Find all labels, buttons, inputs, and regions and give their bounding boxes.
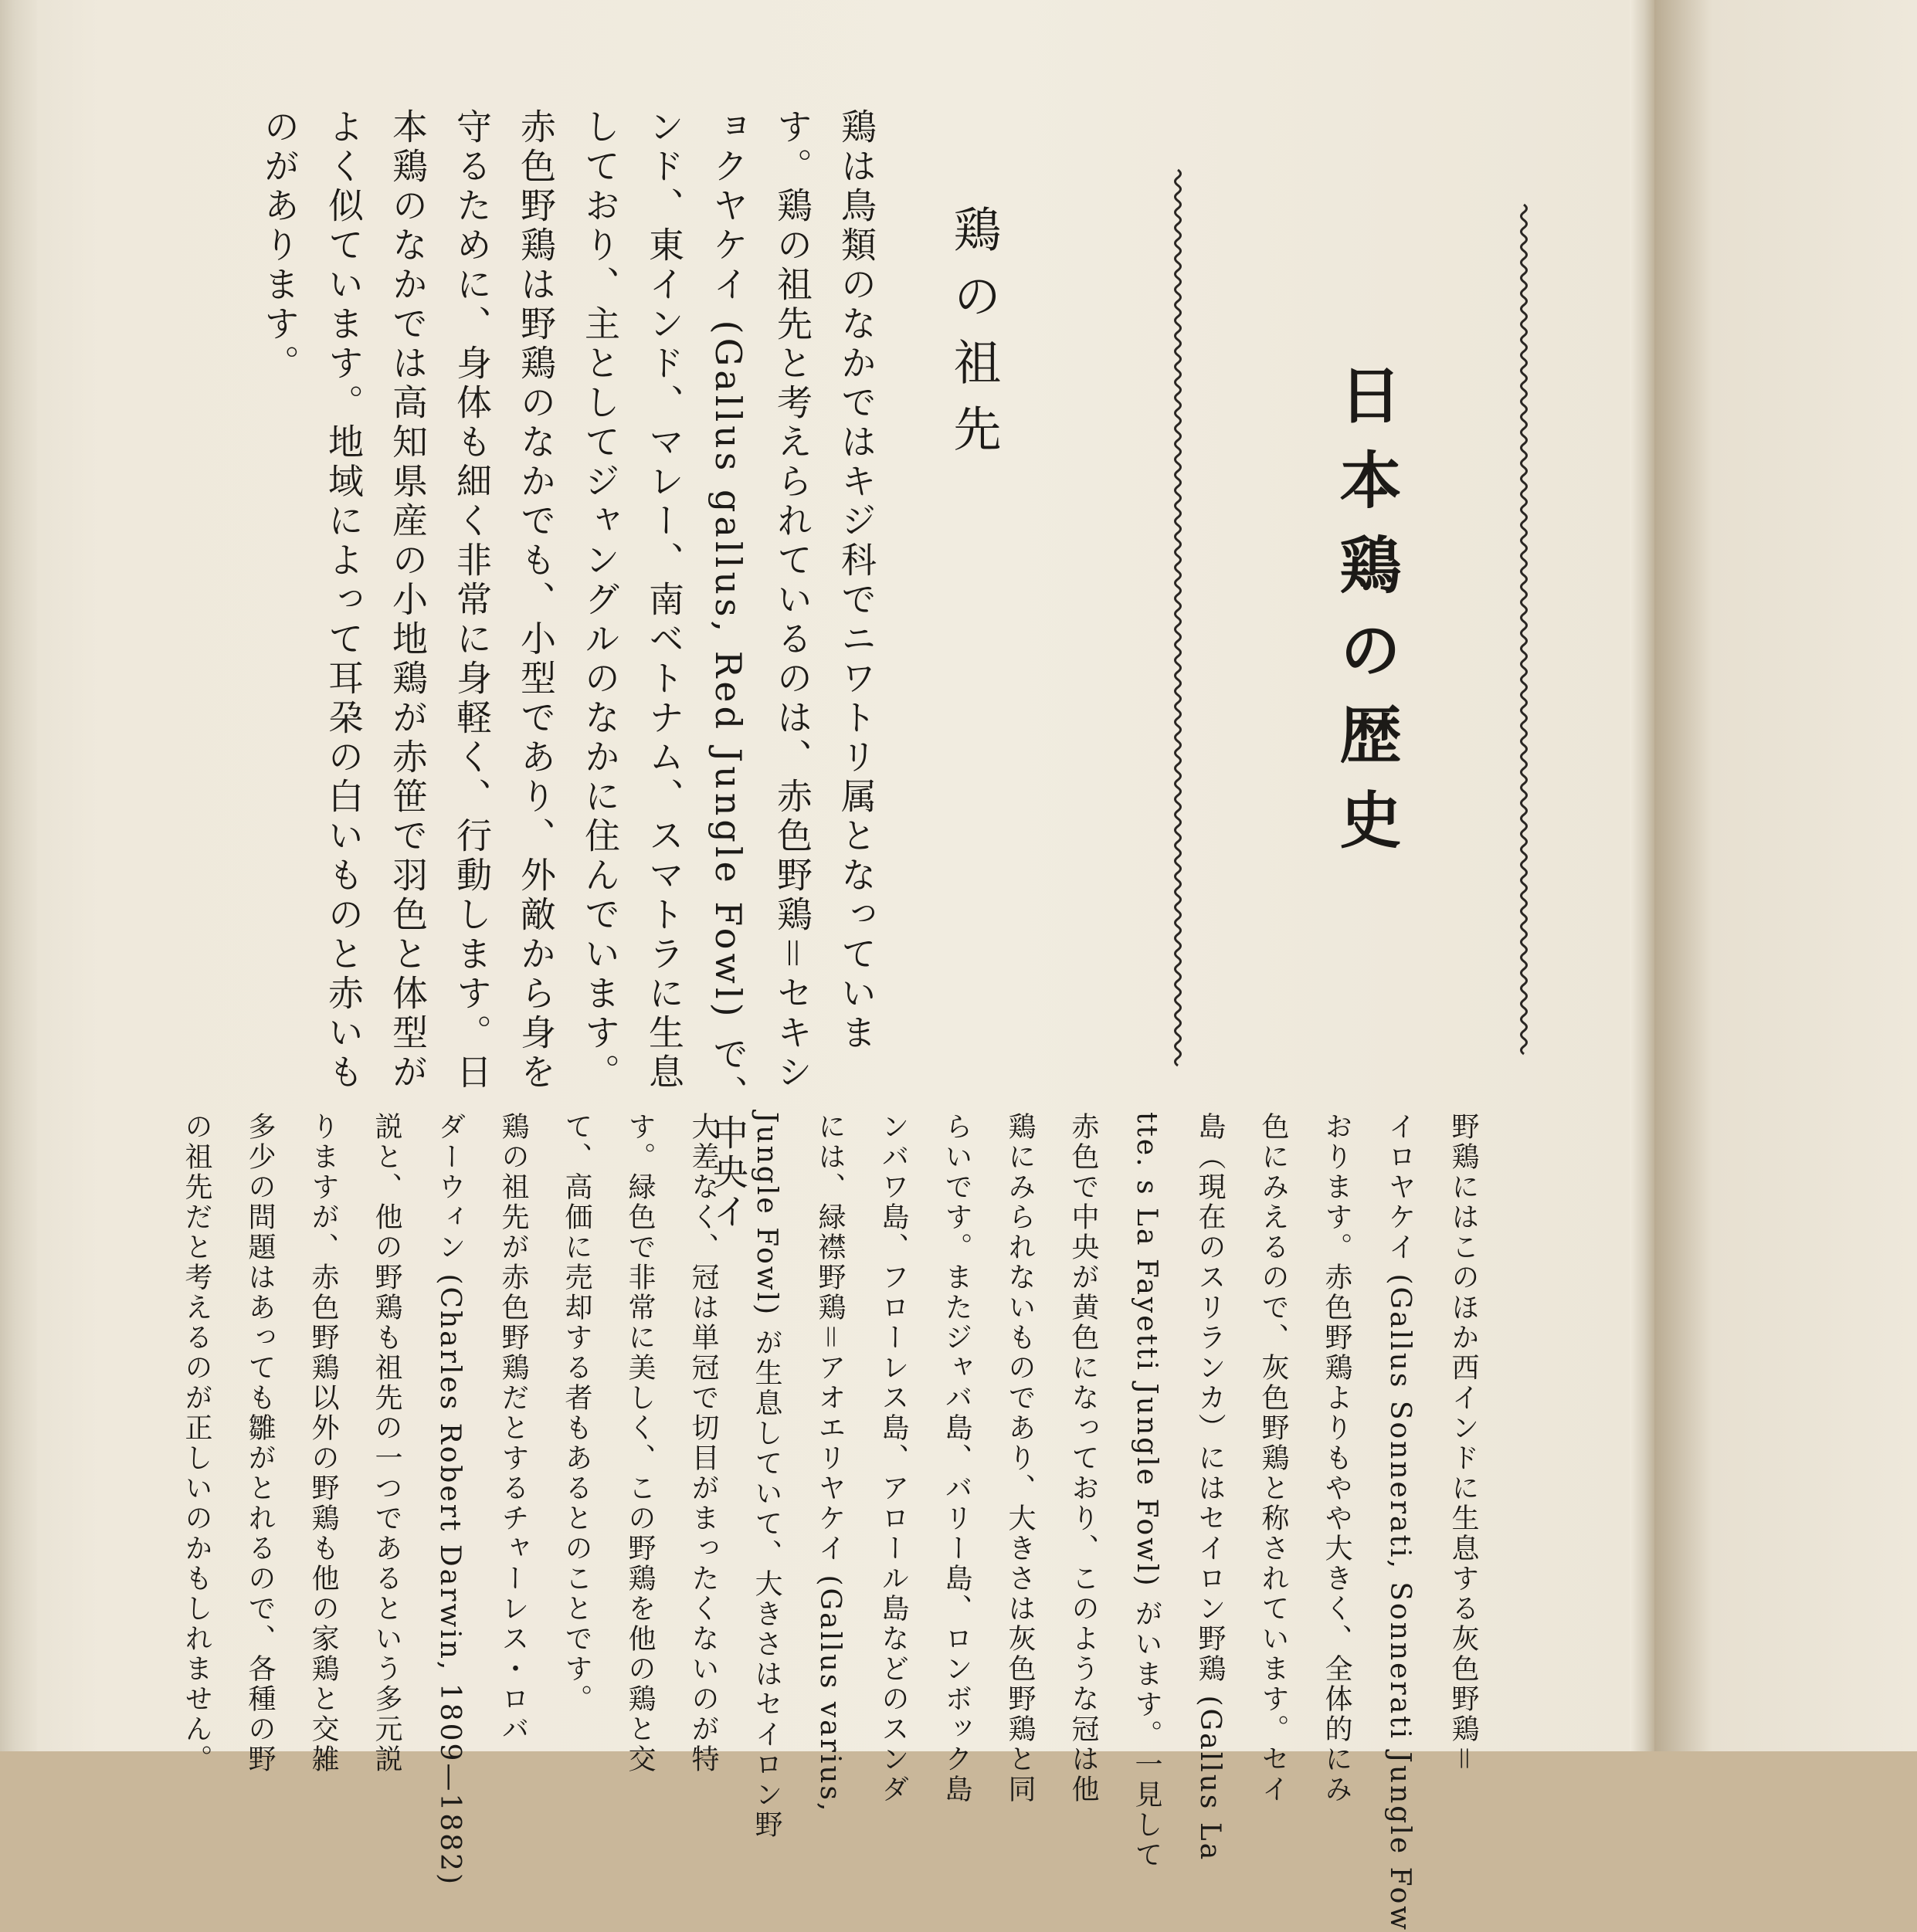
book-gutter (1630, 0, 1654, 1751)
text-line: しており、主としてジャングルのなかに住んでいます。 (579, 108, 621, 1093)
facing-page (1654, 0, 1917, 1751)
text-line: 大差なく、冠は単冠で切目がまったくないのが特 (687, 1112, 719, 1774)
text-line: 鶏の祖先が赤色野鶏だとするチャーレス・ロバ (497, 1112, 529, 1744)
text-line: 島（現在のスリランカ）にはセイロン野鶏 (Gallus La (1194, 1112, 1226, 1863)
text-line: のがあります。 (259, 108, 300, 384)
text-line: 赤色で中央が黄色になっており、このような冠は他 (1067, 1112, 1099, 1805)
text-line: 鶏にみられないものであり、大きさは灰色野鶏と同 (1004, 1112, 1036, 1805)
wavy-line (1522, 205, 1527, 1054)
text-line: 守るために、身体も細く非常に身軽く、行動します。日 (451, 108, 493, 1093)
text-line: の祖先だと考えるのが正しいのかもしれません。 (181, 1112, 212, 1774)
wavy-ornament-right (1512, 205, 1535, 1046)
upper-body-text (116, 108, 888, 1233)
chapter-title: 日本鶏の歴史 (1329, 363, 1401, 873)
text-line: て、高価に売却する者もあるとのことです。 (561, 1112, 592, 1714)
text-line: りますが、赤色野鶏以外の野鶏も他の家鶏と交雑 (307, 1112, 339, 1774)
text-line: す。緑色で非常に美しく、この野鶏を他の鶏と交 (624, 1112, 656, 1774)
lower-body-text (181, 1112, 1495, 1932)
text-line: ョクヤケイ (Gallus gallus, Red Jungle Fowl) で、中央イ (707, 108, 749, 1233)
text-line: おります。赤色野鶏よりもやや大きく、全体的にみ (1321, 1112, 1352, 1805)
text-line: 野鶏にはこのほか西インドに生息する灰色野鶏＝ (1447, 1112, 1479, 1774)
text-line: 色にみえるので、灰色野鶏と称されています。セイ (1257, 1112, 1289, 1805)
wavy-line (1176, 170, 1181, 1066)
text-line: Jungle Fowl) が生息していて、大きさはセイロン野 (751, 1112, 782, 1840)
page-edge-stack (0, 0, 37, 1751)
text-line: tte. s La Fayetti Jungle Fowl) がいます。一見して (1131, 1112, 1162, 1870)
text-line: ンバワ島、フローレス島、アロール島などのスンダ (877, 1112, 909, 1805)
text-line: ダーウィン (Charles Robert Darwin, 1809—1882) (434, 1112, 466, 1887)
text-line: 説と、他の野鶏も祖先の一つであるという多元説 (371, 1112, 402, 1774)
text-line: 多少の問題はあっても雛がとれるので、各種の野 (244, 1112, 276, 1774)
text-line: 本鶏のなかでは高知県産の小地鶏が赤笹で羽色と体型が (387, 108, 429, 1093)
section-heading: 鶏の祖先 (945, 205, 1002, 470)
wavy-ornament-left (1166, 170, 1189, 1058)
text-line: イロヤケイ (Gallus Sonnerati, Sonnerati Jungle Fow (1384, 1112, 1416, 1932)
text-line: 鶏は鳥類のなかではキジ科でニワトリ属となっていま (836, 108, 877, 1053)
text-line: す。鶏の祖先と考えられているのは、赤色野鶏＝セキシ (772, 108, 813, 1093)
text-line: らいです。またジャバ島、バリー島、ロンボック島 (941, 1112, 972, 1805)
text-line: には、緑襟野鶏＝アオエリヤケイ (Gallus varius, (814, 1112, 846, 1814)
text-line: よく似ています。地域によって耳朶の白いものと赤いも (323, 108, 365, 1093)
text-line: 赤色野鶏は野鶏のなかでも、小型であり、外敵から身を (515, 108, 557, 1093)
text-line: ンド、東インド、マレー、南ベトナム、スマトラに生息 (643, 108, 685, 1093)
